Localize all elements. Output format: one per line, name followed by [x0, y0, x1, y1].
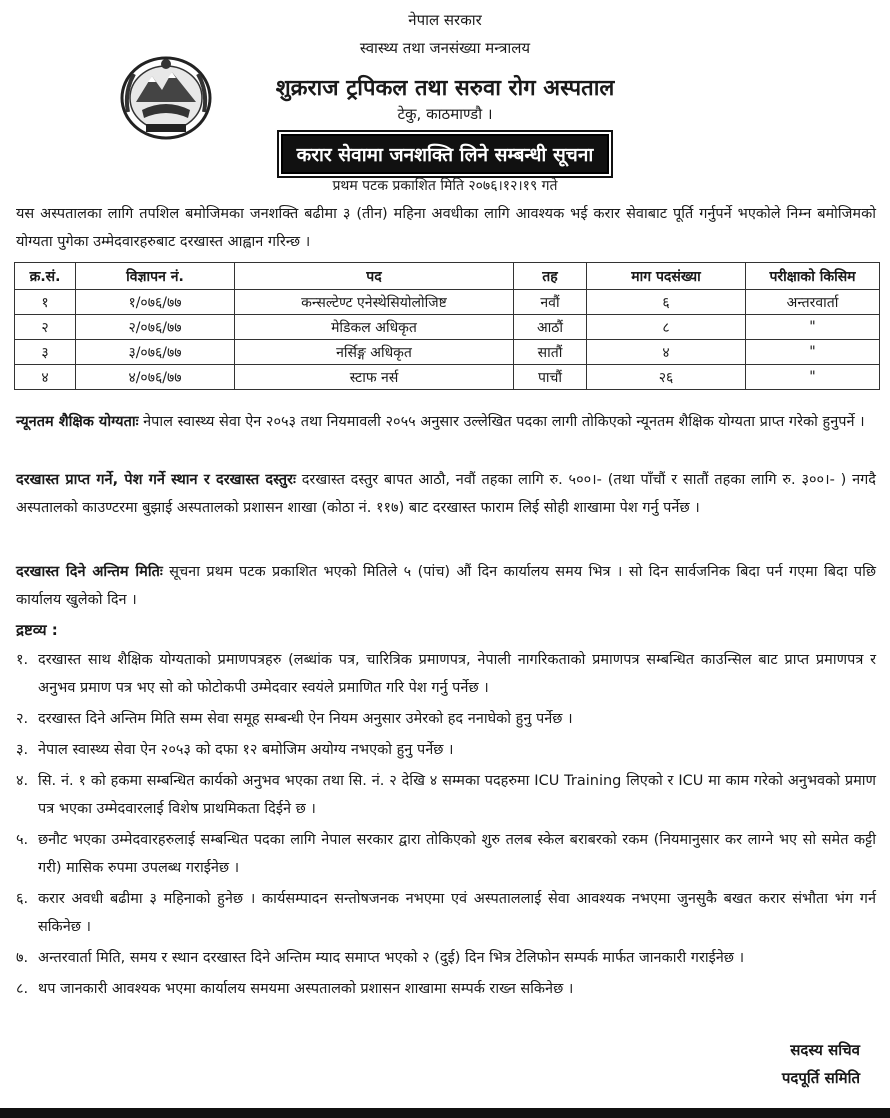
deadline-section	[16, 558, 876, 614]
list-item	[16, 646, 876, 702]
list-item	[16, 767, 876, 823]
table-row	[15, 315, 880, 340]
col-header-demand: माग पदसंख्या	[587, 263, 746, 290]
table-row	[15, 340, 880, 365]
deadline-label: दरखास्त दिने अन्तिम मितिः	[16, 564, 163, 580]
notice-title: करार सेवामा जनशक्ति लिने सम्बन्धी सूचना	[281, 134, 610, 174]
cell-exam-type: "	[746, 315, 880, 340]
note-number: ४.	[16, 773, 29, 789]
table-row	[15, 290, 880, 315]
cell-ad-number: ३/०७६/७७	[76, 340, 235, 365]
cell-position: नर्सिङ्ग अधिकृत	[235, 340, 514, 365]
note-text: नेपाल स्वास्थ्य सेवा ऐन २०५३ को दफा १२ बमोजिम अयोग्य नभएको हुनु पर्नेछ ।	[38, 742, 454, 758]
cell-exam-type: "	[746, 340, 880, 365]
cell-level: सातौं	[514, 340, 587, 365]
note-text: करार अवधी बढीमा ३ महिनाको हुनेछ । कार्यसम्पादन सन्तोषजनक नभएमा एवं अस्पताललाई सेवा आवश्यक नभएमा जुनसुकै बखत करार संभौता भंग गर्न सकिनेछ ।	[38, 891, 876, 935]
cell-ad-number: ४/०७६/७७	[76, 365, 235, 390]
note-number: ८.	[16, 981, 29, 997]
cell-demand: ८	[587, 315, 746, 340]
note-number: ६.	[16, 891, 29, 907]
note-text: दरखास्त साथ शैक्षिक योग्यताको प्रमाणपत्रहरु (लब्धांक पत्र, चारित्रिक प्रमाणपत्र, नेपाली नागरिकताको प्रमाणपत्र सम्बन्धित काउन्सिल बाट प्राप्त प्रमाणपत्र र अनुभव प्रमाण पत्र भए सो को फोटोकपी उम्मेदवार स्वयंले प्रमाणित गरि पेश गर्नु पर्नेछ ।	[38, 652, 876, 696]
notes-list	[16, 646, 876, 1006]
cell-serial: ३	[15, 340, 76, 365]
qualification-label: न्यूनतम शैक्षिक योग्यताः	[16, 414, 139, 430]
list-item	[16, 975, 876, 1003]
note-text: सि. नं. १ को हकमा सम्बन्धित कार्यको अनुभव भएका तथा सि. नं. २ देखि ४ सम्मका पदहरुमा ICU Training लिएको र ICU मा काम गरेको अनुभवको प्रमाण पत्र भएका उम्मेदवारलाई विशेष प्राथमिकता दिईने छ ।	[38, 773, 876, 817]
cell-ad-number: १/०७६/७७	[76, 290, 235, 315]
publish-date: प्रथम पटक प्रकाशित मिति २०७६।१२।१९ गते	[332, 178, 558, 194]
government-name: नेपाल सरकार	[408, 11, 482, 29]
cell-position: मेडिकल अधिकृत	[235, 315, 514, 340]
hospital-address: टेकु, काठमाण्डौ ।	[397, 105, 493, 123]
signature-title: सदस्य सचिव	[790, 1041, 860, 1059]
application-text: दरखास्त दस्तुर बापत आठौ, नवौं तहका लागि रु. ५००।- (तथा पाँचौं र सातौं तहका लागि रु. ३००।- ) नगदै अस्पतालको काउण्टरमा बुझाई अस्पतालको प्रशासन शाखा (कोठा नं. ११७) बाट दरखास्त फाराम लिई सोही शाखामा पेश गर्नु पर्नेछ ।	[16, 472, 876, 516]
cell-level: नवौं	[514, 290, 587, 315]
note-text: थप जानकारी आवश्यक भएमा कार्यालय समयमा अस्पतालको प्रशासन शाखामा सम्पर्क राख्न सकिनेछ ।	[38, 981, 574, 997]
intro-paragraph: यस अस्पतालका लागि तपशिल बमोजिमका जनशक्ति बढीमा ३ (तीन) महिना अवधीका लागि आवश्यक भई करार सेवाबाट पूर्ति गर्नुपर्ने भएकोले निम्न बमोजिमको योग्यता पुगेका उम्मेदवारहरुबाट दरखास्त आह्वान गरिन्छ ।	[16, 206, 876, 250]
note-text: अन्तरवार्ता मिति, समय र स्थान दरखास्त दिने अन्तिम म्याद समाप्त भएको २ (दुई) दिन भित्र टेलिफोन सम्पर्क मार्फत जानकारी गराईनेछ ।	[38, 950, 745, 966]
list-item	[16, 736, 876, 764]
cell-ad-number: २/०७६/७७	[76, 315, 235, 340]
cell-demand: ४	[587, 340, 746, 365]
deadline-text: सूचना प्रथम पटक प्रकाशित भएको मितिले ५ (पांच) औं दिन कार्यालय समय भित्र । सो दिन सार्वजनिक बिदा पर्न गएमा बिदा पछि कार्यालय खुलेको दिन ।	[16, 564, 876, 608]
col-header-position: पद	[235, 263, 514, 290]
col-header-ad-number: विज्ञापन नं.	[76, 263, 235, 290]
col-header-serial: क्र.सं.	[15, 263, 76, 290]
cell-exam-type: अन्तरवार्ता	[746, 290, 880, 315]
ministry-name: स्वास्थ्य तथा जनसंख्या मन्त्रालय	[359, 39, 531, 57]
cell-serial: ४	[15, 365, 76, 390]
qualification-section	[16, 408, 876, 436]
cell-level: पाचौं	[514, 365, 587, 390]
col-header-level: तह	[514, 263, 587, 290]
note-number: ७.	[16, 950, 29, 966]
note-number: ३.	[16, 742, 29, 758]
note-text: छनौट भएका उम्मेदवारहरुलाई सम्बन्धित पदका लागि नेपाल सरकार द्वारा तोकिएको शुरु तलब स्केल बराबरको रकम (नियमानुसार कर लाग्ने भए सो समेत कट्टी गरी) मासिक रुपमा उपलब्ध गराईनेछ ।	[38, 832, 876, 876]
qualification-text: नेपाल स्वास्थ्य सेवा ऐन २०५३ तथा नियमावली २०५५ अनुसार उल्लेखित पदका लागी तोकिएको न्यूनतम शैक्षिक योग्यता प्राप्त गरेको हुनुपर्ने ।	[138, 414, 865, 430]
cell-position: स्टाफ नर्स	[235, 365, 514, 390]
table-row	[15, 365, 880, 390]
notes-heading: द्रष्टव्य :	[16, 621, 58, 639]
application-section	[16, 466, 876, 522]
bottom-border	[0, 1108, 890, 1118]
list-item	[16, 944, 876, 972]
cell-serial: २	[15, 315, 76, 340]
note-text: दरखास्त दिने अन्तिम मिति सम्म सेवा समूह सम्बन्धी ऐन नियम अनुसार उमेरको हद ननाघेको हुनु पर्नेछ ।	[38, 711, 573, 727]
vacancy-table	[14, 262, 880, 390]
cell-level: आठौं	[514, 315, 587, 340]
note-number: ५.	[16, 832, 29, 848]
cell-serial: १	[15, 290, 76, 315]
note-number: १.	[16, 652, 29, 668]
cell-position: कन्सल्टेण्ट एनेस्थेसियोलोजिष्ट	[235, 290, 514, 315]
application-label: दरखास्त प्राप्त गर्ने, पेश गर्ने स्थान र दरखास्त दस्तुरः	[16, 472, 296, 488]
notice-title-wrap	[0, 134, 890, 174]
signature-committee: पदपूर्ति समिति	[781, 1069, 860, 1087]
note-number: २.	[16, 711, 29, 727]
list-item	[16, 885, 876, 941]
cell-exam-type: "	[746, 365, 880, 390]
cell-demand: २६	[587, 365, 746, 390]
cell-demand: ६	[587, 290, 746, 315]
list-item	[16, 826, 876, 882]
hospital-name: शुक्रराज ट्रपिकल तथा सरुवा रोग अस्पताल	[275, 76, 615, 101]
list-item	[16, 705, 876, 733]
col-header-exam-type: परीक्षाको किसिम	[746, 263, 880, 290]
table-header-row	[15, 263, 880, 290]
